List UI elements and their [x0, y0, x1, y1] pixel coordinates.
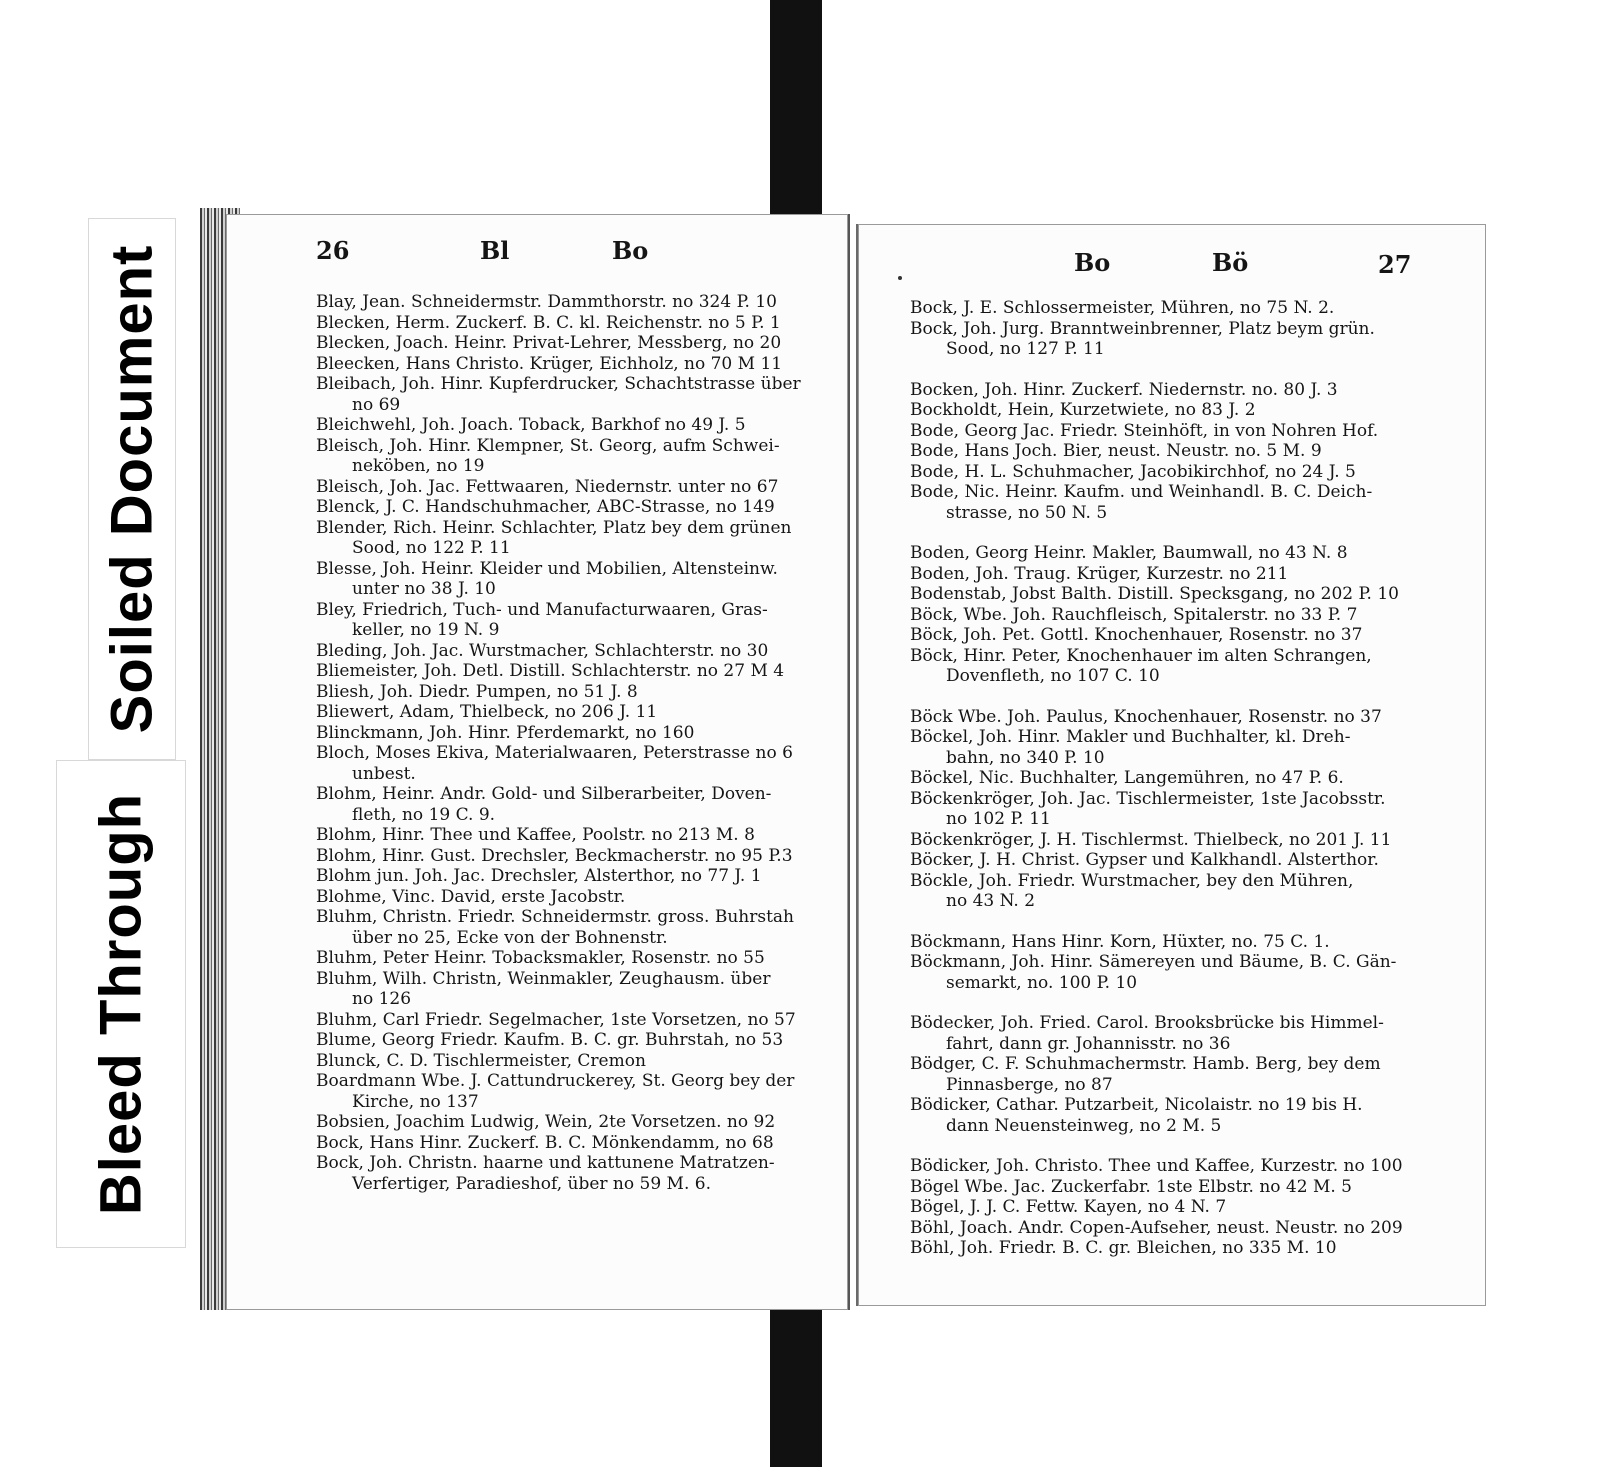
directory-line: Bödicker, Joh. Christo. Thee und Kaffee, Kurzestr. no 100	[910, 1156, 1403, 1176]
directory-line: Bleibach, Joh. Hinr. Kupferdrucker, Schachtstrasse über	[316, 374, 801, 394]
directory-line: Bleecken, Hans Christo. Krüger, Eichholz, no 70 M 11	[316, 353, 783, 374]
directory-line: Blohm, Hinr. Thee und Kaffee, Poolstr. no 213 M. 8	[316, 825, 755, 845]
directory-line: Blecken, Joach. Heinr. Privat-Lehrer, Messberg, no 20	[316, 333, 782, 353]
directory-line: Blohm, Heinr. Andr. Gold- und Silberarbeiter, Doven-	[316, 784, 772, 804]
directory-line: Böckle, Joh. Friedr. Wurstmacher, bey den Mühren,	[910, 870, 1354, 891]
directory-line: no 126	[352, 989, 412, 1009]
directory-line	[910, 1136, 1403, 1156]
directory-line: Bode, Georg Jac. Friedr. Steinhöft, in von Nohren Hof.	[910, 420, 1379, 441]
directory-line: no 43 N. 2	[946, 891, 1036, 911]
directory-line: Böckel, Nic. Buchhalter, Langemühren, no 47 P. 6.	[910, 768, 1344, 788]
directory-line: bahn, no 340 P. 10	[946, 747, 1105, 768]
directory-line: Blay, Jean. Schneidermstr. Dammthorstr. no 324 P. 10	[316, 292, 778, 312]
right-directory-entries	[910, 298, 1403, 1259]
directory-line: Blume, Georg Friedr. Kaufm. B. C. gr. Buhrstah, no 53	[316, 1030, 784, 1050]
directory-line	[910, 523, 1403, 543]
directory-line: Böhl, Joach. Andr. Copen-Aufseher, neust. Neustr. no 209	[910, 1217, 1403, 1238]
directory-line: Blecken, Herm. Zuckerf. B. C. kl. Reichenstr. no 5 P. 1	[316, 312, 781, 333]
right-header-from: Bo	[1074, 248, 1111, 277]
directory-line: Blohm jun. Joh. Jac. Drechsler, Alsterthor, no 77 J. 1	[316, 866, 762, 886]
directory-line: über no 25, Ecke von der Bohnenstr.	[352, 927, 668, 948]
right-page-number: 27	[1378, 250, 1412, 279]
directory-line: Dovenfleth, no 107 C. 10	[946, 666, 1160, 686]
directory-line: strasse, no 50 N. 5	[946, 502, 1108, 523]
directory-line: Bock, Hans Hinr. Zuckerf. B. C. Mönkendamm, no 68	[316, 1132, 774, 1153]
directory-line: Bödger, C. F. Schuhmachermstr. Hamb. Berg, bey dem	[910, 1054, 1381, 1074]
directory-line: Bödecker, Joh. Fried. Carol. Brooksbrücke bis Himmel-	[910, 1013, 1384, 1033]
directory-line: Sood, no 122 P. 11	[352, 538, 511, 558]
directory-line: Böck, Joh. Pet. Gottl. Knochenhauer, Rosenstr. no 37	[910, 625, 1363, 645]
directory-line: Bluhm, Christn. Friedr. Schneidermstr. gross. Buhrstah	[316, 907, 794, 927]
directory-line: Bock, J. E. Schlossermeister, Mühren, no 75 N. 2.	[910, 298, 1335, 318]
directory-line: Bluhm, Peter Heinr. Tobacksmakler, Rosenstr. no 55	[316, 948, 765, 968]
directory-line: Böckenkröger, J. H. Tischlermst. Thielbeck, no 201 J. 11	[910, 829, 1392, 850]
directory-line: fahrt, dann gr. Johannisstr. no 36	[946, 1033, 1231, 1054]
directory-line: Blesse, Joh. Heinr. Kleider und Mobilien, Altensteinw.	[316, 558, 778, 579]
directory-line: Bluhm, Wilh. Christn, Weinmakler, Zeughausm. über	[316, 968, 771, 989]
directory-line	[910, 687, 1403, 707]
directory-line: Bleding, Joh. Jac. Wurstmacher, Schlachterstr. no 30	[316, 640, 769, 661]
directory-line: Böck Wbe. Joh. Paulus, Knochenhauer, Rosenstr. no 37	[910, 706, 1382, 727]
directory-line: Bode, H. L. Schuhmacher, Jacobikirchhof, no 24 J. 5	[910, 461, 1356, 482]
directory-line: Bögel Wbe. Jac. Zuckerfabr. 1ste Elbstr. no 42 M. 5	[910, 1176, 1352, 1197]
directory-line: Bluhm, Carl Friedr. Segelmacher, 1ste Vorsetzen, no 57	[316, 1009, 796, 1030]
binding-strip-bottom	[770, 1310, 822, 1467]
directory-line: Verfertiger, Paradieshof, über no 59 M. 6.	[352, 1173, 711, 1194]
directory-line: Böhl, Joh. Friedr. B. C. gr. Bleichen, no 335 M. 10	[910, 1238, 1337, 1258]
directory-line	[910, 360, 1403, 380]
directory-line: Bliewert, Adam, Thielbeck, no 206 J. 11	[316, 702, 658, 722]
directory-line: fleth, no 19 C. 9.	[352, 804, 496, 825]
directory-line: Bobsien, Joachim Ludwig, Wein, 2te Vorsetzen. no 92	[316, 1112, 776, 1132]
directory-line: Bleichwehl, Joh. Joach. Toback, Barkhof no 49 J. 5	[316, 415, 746, 435]
directory-line: Bode, Nic. Heinr. Kaufm. und Weinhandl. B. C. Deich-	[910, 482, 1373, 502]
directory-line: Böck, Hinr. Peter, Knochenhauer im alten Schrangen,	[910, 645, 1372, 666]
directory-line: Bleisch, Joh. Jac. Fettwaaren, Niedernstr. unter no 67	[316, 476, 779, 497]
directory-line: Bleisch, Joh. Hinr. Klempner, St. Georg, aufm Schwei-	[316, 435, 780, 456]
directory-line: no 102 P. 11	[946, 809, 1051, 829]
directory-line: Böckenkröger, Joh. Jac. Tischlermeister, 1ste Jacobsstr.	[910, 788, 1386, 809]
directory-line: Bode, Hans Joch. Bier, neust. Neustr. no. 5 M. 9	[910, 441, 1322, 461]
directory-line: Böckmann, Joh. Hinr. Sämereyen und Bäume, B. C. Gän-	[910, 952, 1397, 972]
soiled-document-label	[88, 218, 176, 760]
right-header-to: Bö	[1212, 248, 1249, 277]
directory-line: Sood, no 127 P. 11	[946, 339, 1105, 359]
directory-line: Boardmann Wbe. J. Cattundruckerey, St. Georg bey der	[316, 1071, 795, 1091]
binding-strip-top	[770, 0, 822, 222]
left-directory-entries	[316, 292, 801, 1194]
ink-speck	[898, 276, 902, 280]
left-header-to: Bo	[612, 236, 649, 265]
directory-line: Blinckmann, Joh. Hinr. Pferdemarkt, no 160	[316, 722, 695, 743]
directory-line: Böcker, J. H. Christ. Gypser und Kalkhandl. Alsterthor.	[910, 850, 1379, 870]
directory-line: Bock, Joh. Christn. haarne und kattunene Matratzen-	[316, 1153, 775, 1173]
directory-line	[910, 993, 1403, 1013]
directory-line	[910, 912, 1403, 932]
left-header-from: Bl	[480, 236, 510, 265]
directory-line: Bögel, J. J. C. Fettw. Kayen, no 4 N. 7	[910, 1197, 1227, 1217]
directory-line: Blohm, Hinr. Gust. Drechsler, Beckmacherstr. no 95 P.3	[316, 845, 793, 866]
directory-line: Bloch, Moses Ekiva, Materialwaaren, Peterstrasse no 6	[316, 743, 793, 763]
directory-line: Böck, Wbe. Joh. Rauchfleisch, Spitalerstr. no 33 P. 7	[910, 604, 1358, 625]
directory-line: semarkt, no. 100 P. 10	[946, 972, 1138, 993]
directory-line: Bödicker, Cathar. Putzarbeit, Nicolaistr. no 19 bis H.	[910, 1095, 1363, 1115]
directory-line: Kirche, no 137	[352, 1091, 479, 1112]
directory-line: dann Neuensteinweg, no 2 M. 5	[946, 1115, 1222, 1136]
directory-line: Bock, Joh. Jurg. Branntweinbrenner, Platz beym grün.	[910, 318, 1375, 339]
directory-line: Bliesh, Joh. Diedr. Pumpen, no 51 J. 8	[316, 681, 638, 702]
directory-line: Boden, Joh. Traug. Krüger, Kurzestr. no 211	[910, 563, 1289, 584]
directory-line: unbest.	[352, 763, 416, 784]
left-page-number: 26	[316, 236, 350, 265]
directory-line: Böckel, Joh. Hinr. Makler und Buchhalter, kl. Dreh-	[910, 727, 1351, 747]
directory-line: Bocken, Joh. Hinr. Zuckerf. Niedernstr. no. 80 J. 3	[910, 379, 1338, 400]
directory-line: Pinnasberge, no 87	[946, 1074, 1113, 1095]
directory-line: Bliemeister, Joh. Detl. Distill. Schlachterstr. no 27 M 4	[316, 661, 785, 681]
directory-line: Bodenstab, Jobst Balth. Distill. Specksgang, no 202 P. 10	[910, 584, 1399, 604]
directory-line: Böckmann, Hans Hinr. Korn, Hüxter, no. 75 C. 1.	[910, 931, 1330, 952]
directory-line: no 69	[352, 394, 401, 415]
directory-line: Bley, Friedrich, Tuch- und Manufacturwaaren, Gras-	[316, 599, 768, 620]
directory-line: Bockholdt, Hein, Kurzetwiete, no 83 J. 2	[910, 400, 1256, 420]
directory-line: Boden, Georg Heinr. Makler, Baumwall, no 43 N. 8	[910, 543, 1348, 563]
directory-line: neköben, no 19	[352, 456, 485, 476]
directory-line: Blender, Rich. Heinr. Schlachter, Platz bey dem grünen	[316, 517, 792, 538]
directory-line: Blunck, C. D. Tischlermeister, Cremon	[316, 1050, 646, 1071]
directory-line: unter no 38 J. 10	[352, 579, 496, 599]
directory-line: keller, no 19 N. 9	[352, 620, 500, 640]
directory-line: Blohme, Vinc. David, erste Jacobstr.	[316, 886, 626, 907]
bleed-through-label	[56, 760, 186, 1248]
bleed-through-text: Bleed Through	[88, 792, 154, 1216]
directory-line: Blenck, J. C. Handschuhmacher, ABC-Strasse, no 149	[316, 497, 775, 517]
soiled-document-text: Soiled Document	[99, 244, 165, 734]
